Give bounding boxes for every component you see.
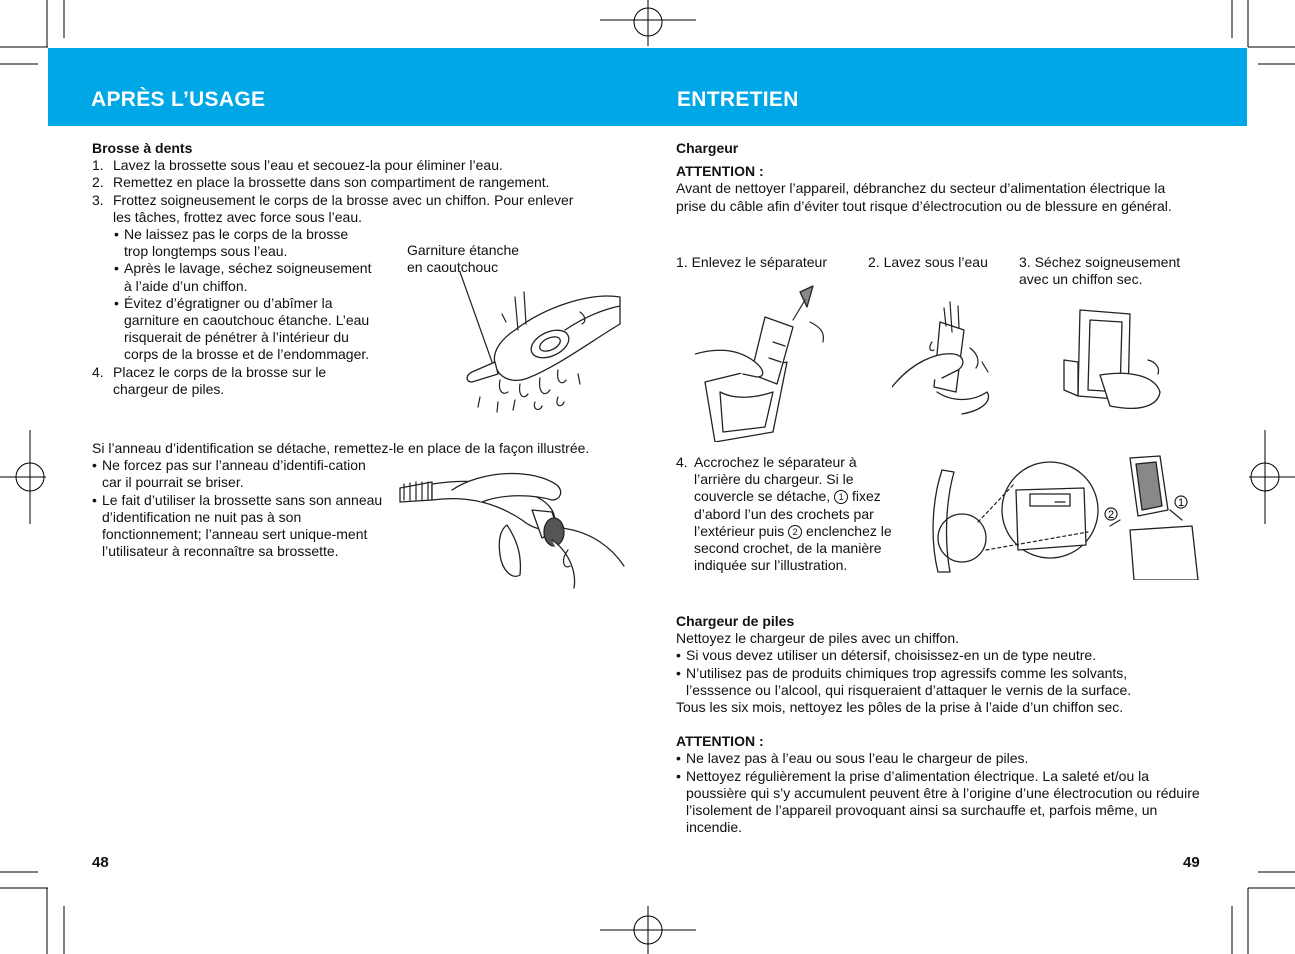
toothbrush-title: Brosse à dents [92,140,193,156]
page-title-right: ENTRETIEN [677,88,799,111]
attention-label-2: ATTENTION : [676,733,764,750]
dry-separator-illustration [1060,300,1170,420]
care-steps [92,157,607,226]
list-item: • Ne forcez pas sur l’anneau d’identifi-cation car il pourrait se briser. [92,457,372,491]
wash-separator-illustration [892,292,1002,422]
header-bar-left [48,48,648,126]
callout-2-icon: 2 [788,525,802,539]
list-item: • Nettoyez régulièrement la prise d’alimentation électrique. La saleté et/ou la poussière qui s’y accumulent peuvent être à l’origine d’une électrocution ou réduire l’isolement de l’appareil provoquant ainsi sa surchauffe et, parfois même, un incendie. [676,768,1206,837]
list-item: 1. Lavez la brossette sous l’eau et secouez-la pour éliminer l’eau. [92,157,503,174]
six-months-text: Tous les six mois, nettoyez les pôles de la prise à l’aide d’un chiffon sec. [676,699,1124,716]
battery-charger-bullets [676,647,1196,699]
list-item: • Ne laissez pas le corps de la brosse trop longtemps sous l’eau. [114,226,372,260]
charger-title: Chargeur [676,140,739,156]
care-sub-bullets [114,226,384,364]
list-item: 3. Frottez soigneusement le corps de la brosse avec un chiffon. Pour enlever les tâches, frottez avec force sous l’eau. [92,191,574,225]
gasket-label: Garniture étanche en caoutchouc [407,242,520,275]
list-item: • Le fait d’utiliser la brossette sans son anneau d’identification ne nuit pas à son fonctionnement; l’anneau sert unique-ment l’utilisateur à reconnaître sa brossette. [92,492,387,561]
battery-charger-title: Chargeur de piles [676,613,795,629]
page-number-left: 48 [92,854,109,871]
list-item: • Après le lavage, séchez soigneusement à l’aide d’un chiffon. [114,260,372,294]
header-bar-right [648,48,1247,126]
page-title-left: APRÈS L’USAGE [91,88,266,111]
list-item: • N’utilisez pas de produits chimiques trop agressifs comme les solvants, l’esssence ou l’alcool, qui risqueraient d’attaquer le vernis de la surface. [676,665,1196,699]
list-item: • Si vous devez utiliser un détersif, choisissez-en un de type neutre. [676,647,1196,664]
callout-1-icon: 1 [834,490,848,504]
brush-washing-illustration [440,262,630,432]
list-item: • Ne lavez pas à l’eau ou sous l’eau le chargeur de piles. [676,750,1206,767]
id-ring-illustration [392,470,632,590]
figure-callout-1: 1 [1178,497,1185,509]
list-item: 4. Placez le corps de la brosse sur le chargeur de piles. [92,363,327,397]
attention-label: ATTENTION : [676,163,764,180]
list-item: 2. Remettez en place la brossette dans son compartiment de rangement. [92,174,550,191]
charger-step-3: 3. Séchez soigneusement avec un chiffon sec. [1019,254,1181,288]
id-ring-paragraph: Si l’anneau d’identification se détache, remettez-le en place de la façon illustrée. [92,440,590,456]
charger-step-1: 1. Enlevez le séparateur [676,254,827,270]
battery-charger-text: Nettoyez le chargeur de piles avec un chiffon. [676,630,960,647]
charger-step-2: 2. Lavez sous l’eau [868,254,988,270]
figure-callout-2: 2 [1108,509,1115,521]
charger-step-4: 4. Accrochez le séparateur à l’arrière du chargeur. Si le couvercle se détache, 1 fixez d’abord l’un des crochets par l’extérieur puis 2 enclenchez le second crochet, de la manière indiquée sur l’illustration. [676,454,892,574]
attention-bullets-2 [676,750,1206,836]
page-number-right: 49 [1183,854,1200,871]
battery-charger-section [676,613,1216,836]
remove-separator-illustration [695,282,835,442]
id-ring-bullets [92,457,388,560]
list-item: • Évitez d’égratigner ou d’abîmer la garniture en caoutchouc étanche. L’eau risquerait de pénétrer à l’intérieur du corps de la brosse et de l’endommager. [114,295,384,364]
attention-text: Avant de nettoyer l’appareil, débranchez du secteur d’alimentation électrique la prise du câble afin d’éviter tout risque d’électrocution ou de blessure en général. [676,180,1172,214]
charger-section [676,140,1216,215]
attach-separator-illustration [920,450,1210,580]
